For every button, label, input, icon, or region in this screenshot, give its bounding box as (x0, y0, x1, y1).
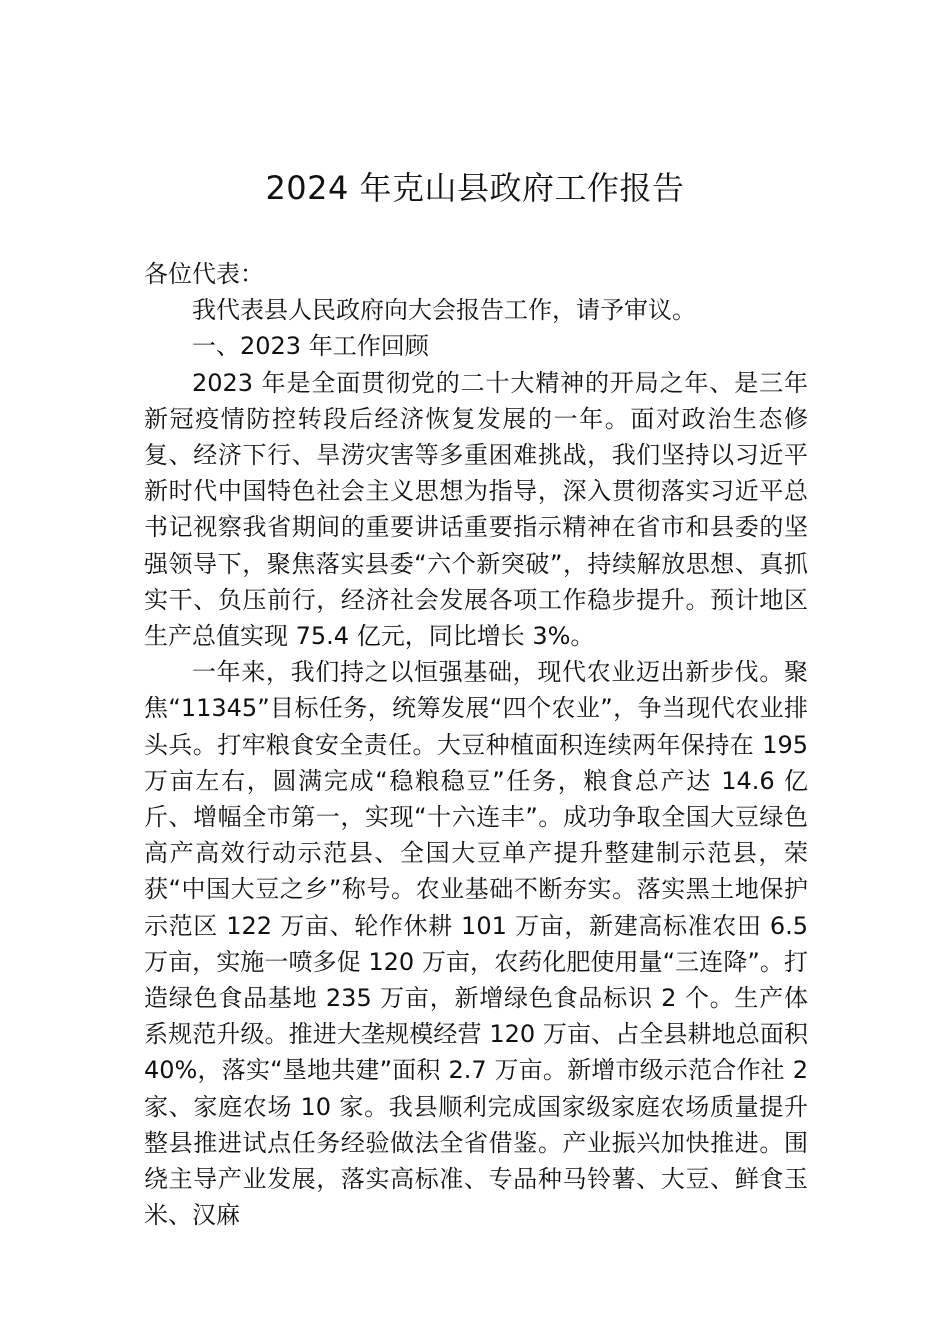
paragraph-agriculture: 一年来，我们持之以恒强基础，现代农业迈出新步伐。聚焦“11345”目标任务，统筹发展“四个农业”，争当现代农业排头兵。打牢粮食安全责任。大豆种植面积连续两年保持在 195 万亩左右，圆满完成“稳粮稳豆”任务，粮食总产达 14.6 亿斤、增幅全市第一，实现“十六连丰”。成功争取全国大豆绿色高产高效行动示范县、全国大豆单产提升整建制示范县，荣获“中国大豆之乡”称号。农业基础不断夯实。落实黑土地保护示范区 122 万亩、轮作休耕 101 万亩，新建高标准农田 6.5 万亩，实施一喷多促 120 万亩，农药化肥使用量“三连降”。打造绿色食品基地 235 万亩，新增绿色食品标识 2 个。生产体系规范升级。推进大垄规模经营 120 万亩、占全县耕地总面积 40%，落实“垦地共建”面积 2.7 万亩。新增市级示范合作社 2 家、家庭农场 10 家。我县顺利完成国家级家庭农场质量提升整县推进试点任务经验做法全省借鉴。产业振兴加快推进。围绕主导产业发展，落实高标准、专品种马铃薯、大豆、鲜食玉米、汉麻 (144, 658, 808, 1230)
salutation: 各位代表： (144, 260, 264, 288)
document-body (144, 256, 808, 1233)
paragraph-overview: 2023 年是全面贯彻党的二十大精神的开局之年、是三年新冠疫情防控转段后经济恢复发展的一年。面对政治生态修复、经济下行、旱涝灾害等多重困难挑战，我们坚持以习近平新时代中国特色社会主义思想为指导，深入贯彻落实习近平总书记视察我省期间的重要讲话重要指示精神在省市和县委的坚强领导下，聚焦落实县委“六个新突破”，持续解放思想、真抓实干、负压前行，经济社会发展各项工作稳步提升。预计地区生产总值实现 75.4 亿元，同比增长 3%。 (144, 368, 808, 651)
section-heading: 一、2023 年工作回顾 (192, 332, 429, 361)
document-title: 2024 年克山县政府工作报告 (265, 169, 685, 207)
paragraph-intro: 我代表县人民政府向大会报告工作，请予审议。 (192, 296, 696, 325)
